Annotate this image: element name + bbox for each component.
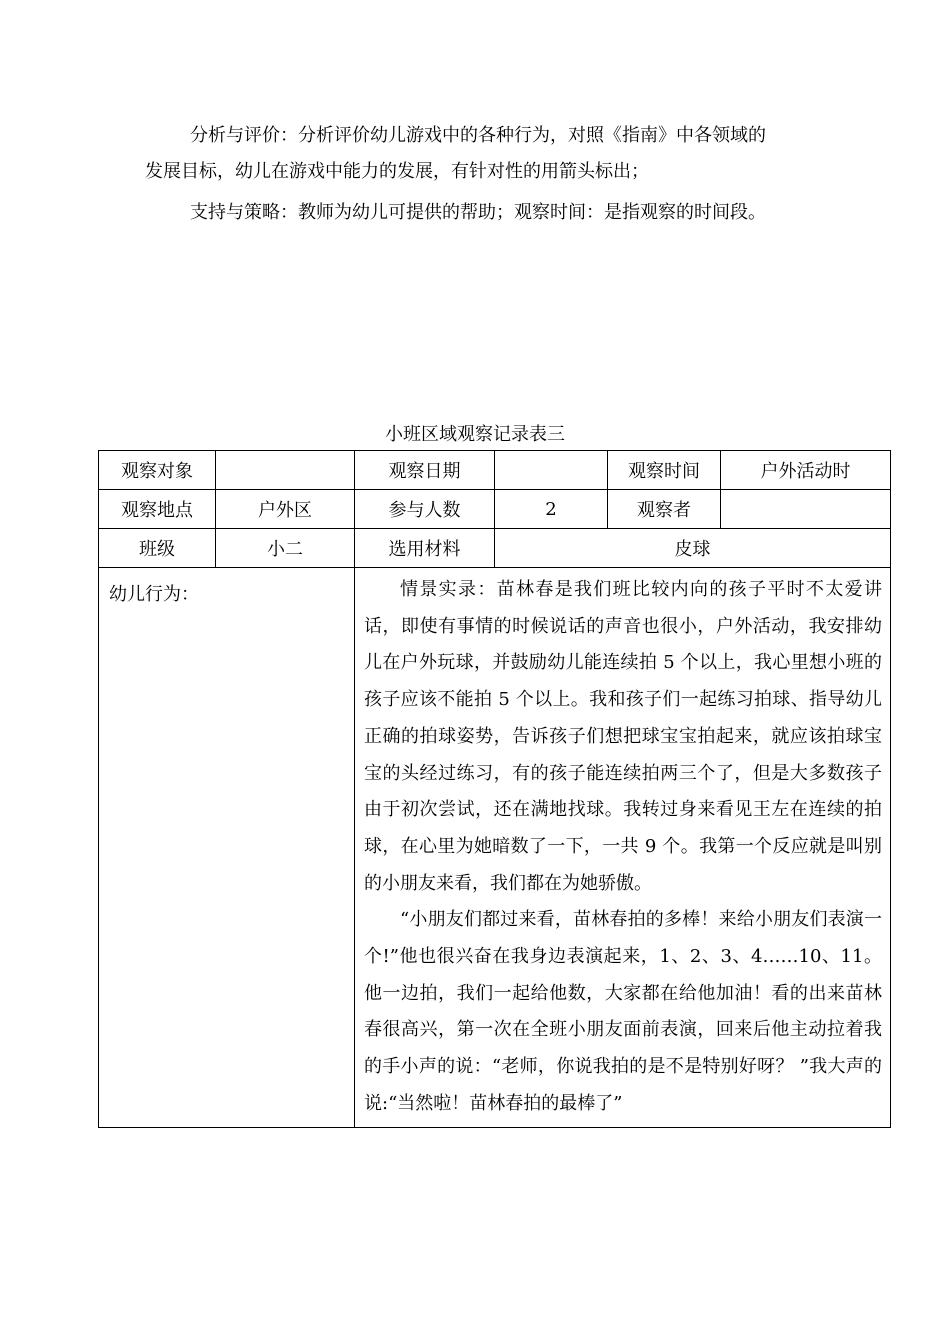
value-date (495, 451, 608, 490)
record-cell (355, 568, 891, 1128)
intro-line-1: 分析与评价：分析评价幼儿游戏中的各种行为，对照《指南》中各领域的 (190, 125, 766, 146)
label-subject: 观察对象 (99, 451, 216, 490)
label-date: 观察日期 (355, 451, 495, 490)
table-title: 小班区域观察记录表三 (385, 424, 565, 445)
value-class: 小二 (216, 529, 355, 568)
behavior-label: 幼儿行为： (99, 568, 355, 1128)
label-observer: 观察者 (608, 490, 721, 529)
table-row (99, 529, 891, 568)
table-row (99, 490, 891, 529)
label-class: 班级 (99, 529, 216, 568)
label-time: 观察时间 (608, 451, 721, 490)
intro-line-2: 发展目标，幼儿在游戏中能力的发展，有针对性的用箭头标出； (145, 161, 649, 182)
label-count: 参与人数 (355, 490, 495, 529)
label-place: 观察地点 (99, 490, 216, 529)
value-place: 户外区 (216, 490, 355, 529)
value-material: 皮球 (495, 529, 891, 568)
intro-line-3: 支持与策略：教师为幼儿可提供的帮助；观察时间：是指观察的时间段。 (190, 202, 766, 223)
table-row (99, 451, 891, 490)
value-subject (216, 451, 355, 490)
value-observer (721, 490, 891, 529)
record-paragraph-1: 情景实录：苗林春是我们班比较内向的孩子平时不太爱讲话，即使有事情的时候说话的声音也很小，户外活动，我安排幼儿在户外玩球，并鼓励幼儿能连续拍 5 个以上，我心里想小班的孩子应该不能拍 5 个以上。我和孩子们一起练习拍球、指导幼儿正确的拍球姿势，告诉孩子们想把球宝宝拍起来，就应该拍球宝宝的头经过练习，有的孩子能连续拍两三个了，但是大多数孩子由于初次尝试，还在满地找球。我转过身来看见王左在连续的拍球，在心里为她暗数了一下，一共 9 个。我第一个反应就是叫别的小朋友来看，我们都在为她骄傲。 (364, 579, 882, 894)
record-paragraph-2: “小朋友们都过来看，苗林春拍的多棒！来给小朋友们表演一个!”他也很兴奋在我身边表演起来，1、2、3、4……10、11。他一边拍，我们一起给他数，大家都在给他加油！看的出来苗林春很高兴，第一次在全班小朋友面前表演，回来后他主动拉着我的手小声的说：“老师，你说我拍的是不是特别好呀？ ”我大声的说:“当然啦！苗林春拍的最棒了” (364, 909, 882, 1114)
label-material: 选用材料 (355, 529, 495, 568)
value-time: 户外活动时 (721, 451, 891, 490)
observation-table (98, 450, 891, 1128)
table-row (99, 568, 891, 1128)
value-count: 2 (495, 490, 608, 529)
